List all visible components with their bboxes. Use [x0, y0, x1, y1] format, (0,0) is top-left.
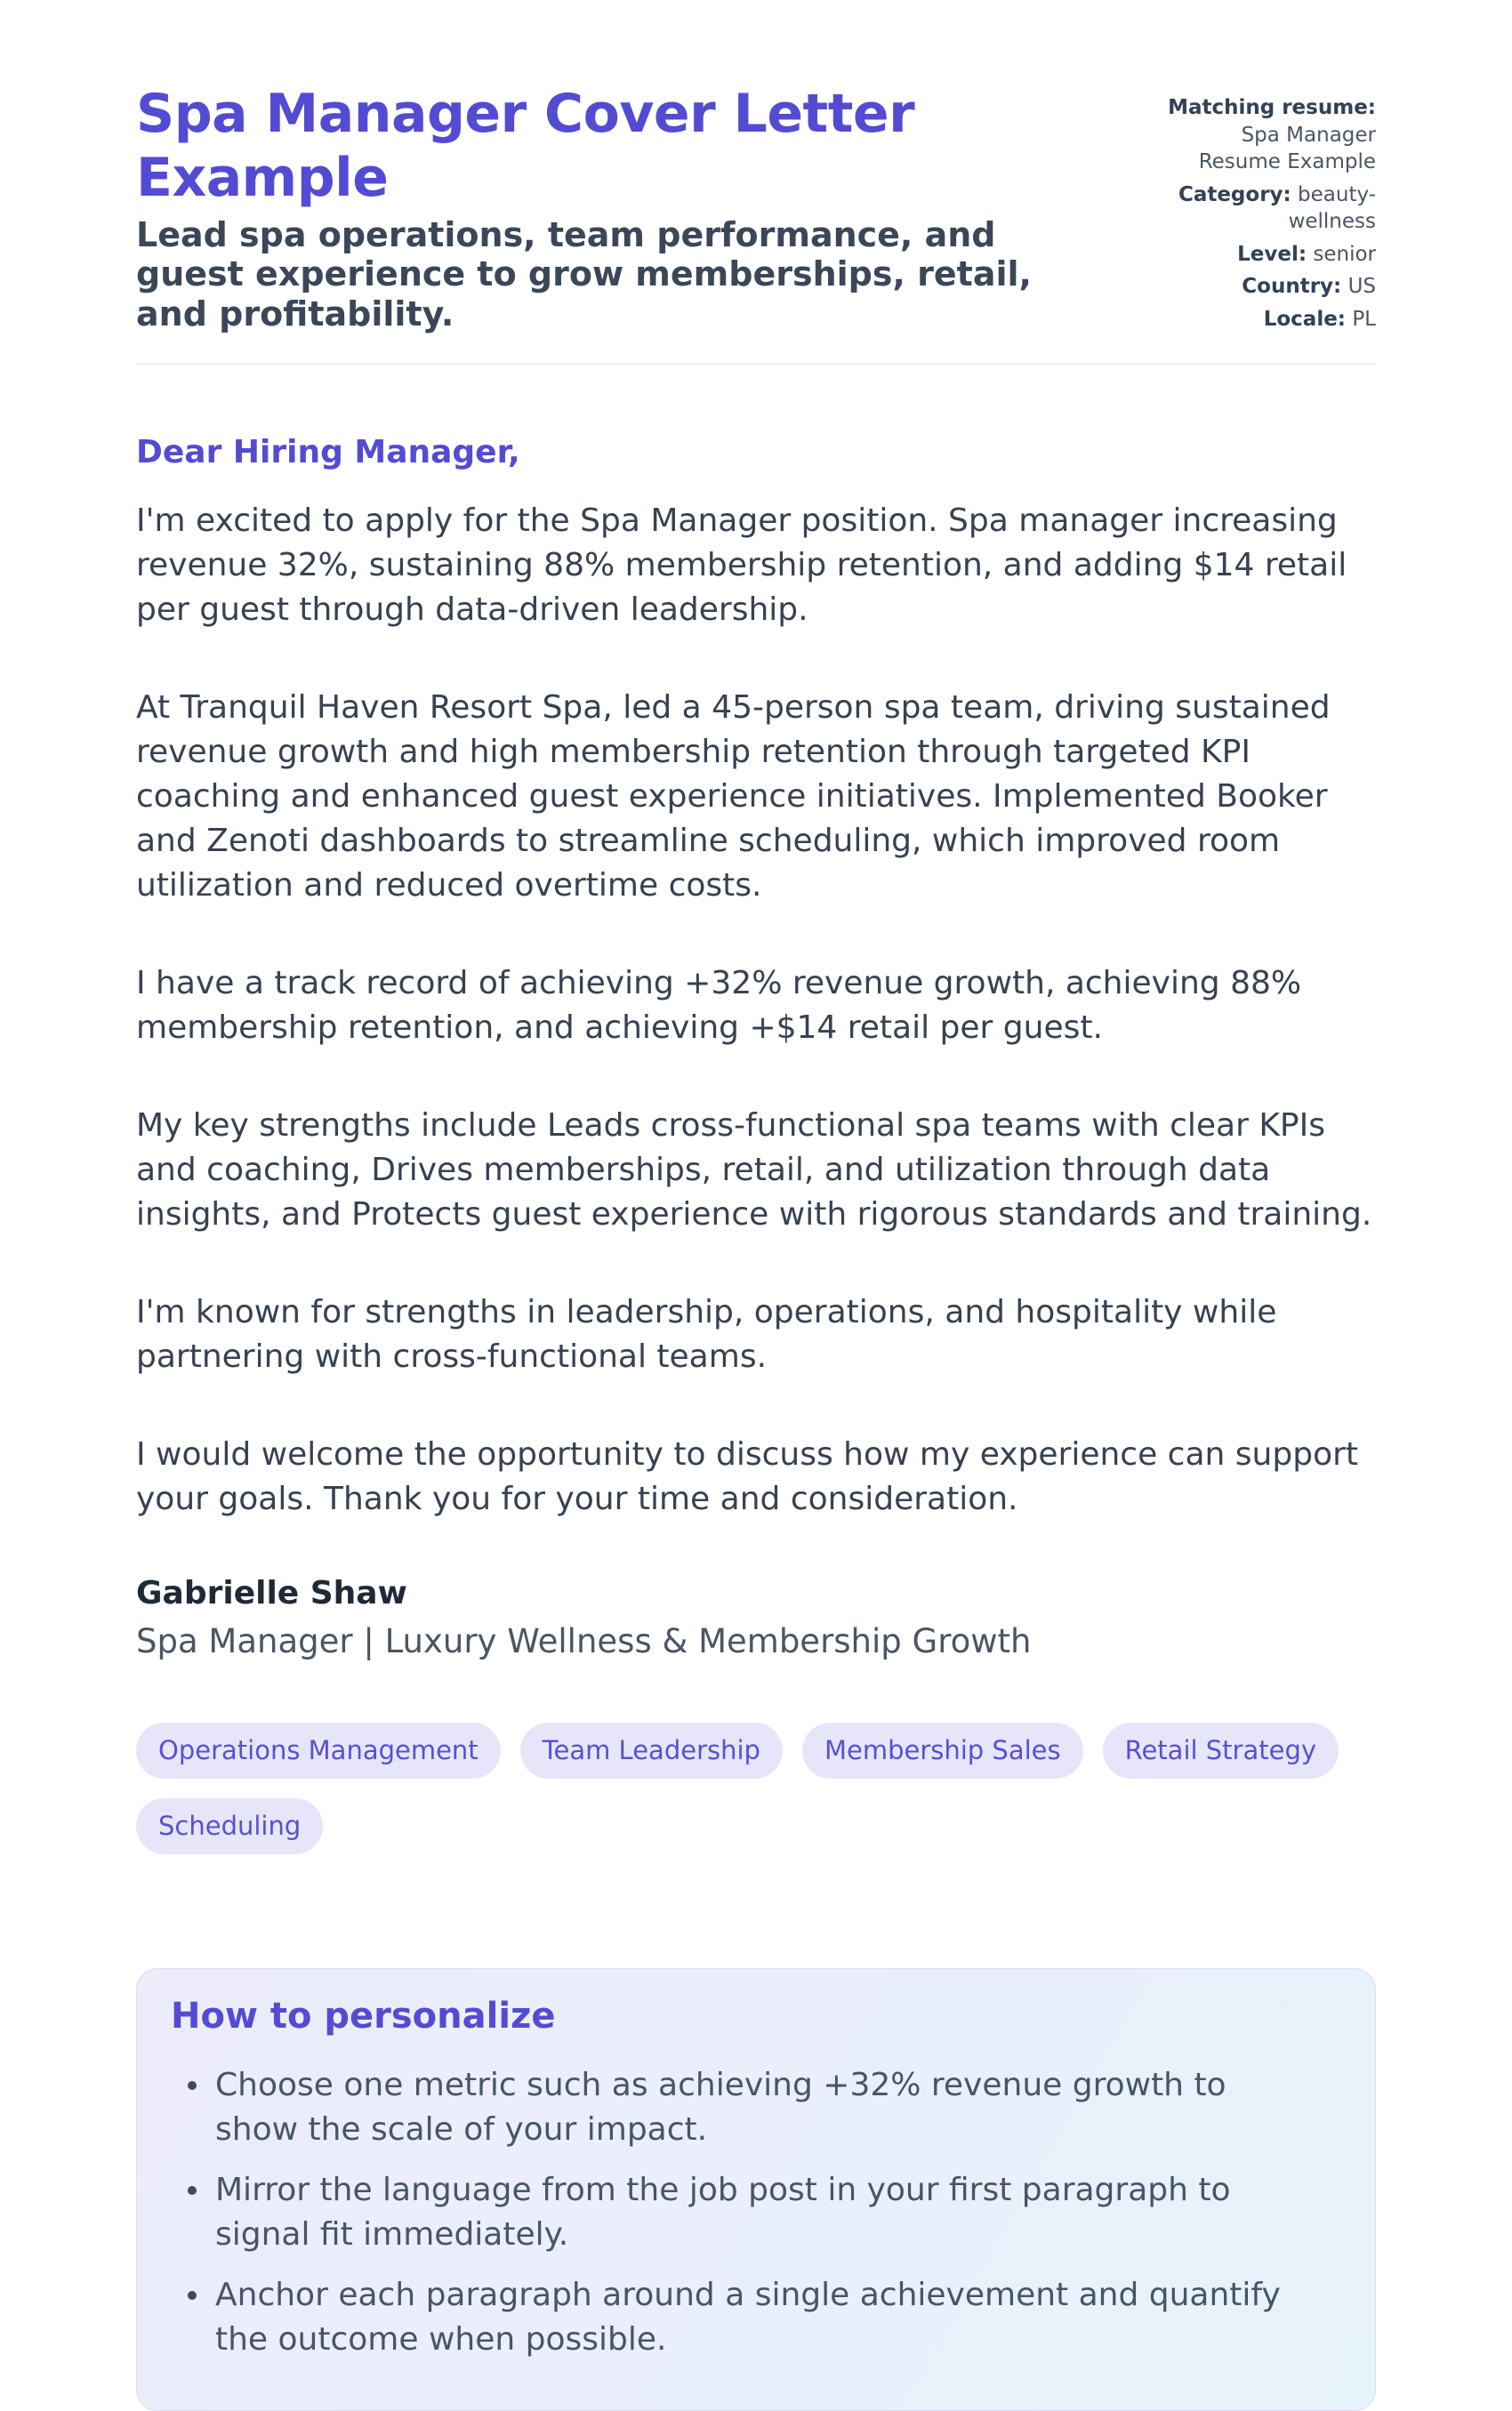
letter-body: [136, 365, 1376, 1660]
page-title: Spa Manager Cover Letter Example: [136, 83, 915, 209]
signature-block: [136, 1575, 1376, 1660]
skill-tag-team-leadership: Team Leadership: [520, 1723, 783, 1779]
skill-tag-scheduling: Scheduling: [136, 1798, 323, 1854]
letter-paragraph: I have a track record of achieving +32% revenue growth, achieving 88% membership retention, and achieving +$14 retail per guest.: [136, 964, 1302, 1046]
resume-meta: [1159, 82, 1376, 339]
letter-paragraph: I'm excited to apply for the Spa Manager position. Spa manager increasing revenue 32%, sustaining 88% membership retention, and adding $14 retail per guest through data-driven leadership.: [136, 502, 1347, 628]
meta-label: Level:: [1237, 242, 1307, 266]
meta-matching-resume: [1159, 94, 1376, 176]
meta-category: [1159, 181, 1376, 236]
skill-tag-retail-strategy: Retail Strategy: [1103, 1723, 1339, 1779]
meta-label: Country:: [1242, 275, 1342, 299]
meta-value: Spa Manager Resume Example: [1198, 123, 1376, 174]
signature-name: Gabrielle Shaw: [136, 1574, 407, 1611]
skill-tags: [136, 1723, 1376, 1854]
letter-paragraph: I would welcome the opportunity to discuss how my experience can support your goals. Thank you for your time and consideration.: [136, 1435, 1359, 1517]
header-title-block: [136, 82, 1081, 334]
tips-list: [171, 2063, 1339, 2362]
content-container: [136, 0, 1376, 2411]
page-subtitle: Lead spa operations, team performance, and guest experience to grow memberships, retail, and profitability.: [136, 215, 1032, 334]
letter-paragraph: My key strengths include Leads cross-functional spa teams with clear KPIs and coaching, Drives memberships, retail, and utilization through data insights, and Protects guest experience with rigorous standards and training.: [136, 1106, 1372, 1233]
letter-greeting: Dear Hiring Manager,: [136, 433, 520, 470]
meta-label: Category:: [1178, 182, 1291, 206]
tip-item: Mirror the language from the job post in your first paragraph to signal fit immediately.: [215, 2168, 1339, 2257]
meta-value: US: [1347, 275, 1376, 299]
tip-item: Choose one metric such as achieving +32% revenue growth to show the scale of your impact.: [215, 2063, 1339, 2152]
tip-item: Anchor each paragraph around a single achievement and quantify the outcome when possible.: [215, 2273, 1339, 2362]
meta-value: senior: [1313, 242, 1376, 266]
letter-paragraph: At Tranquil Haven Resort Spa, led a 45-person spa team, driving sustained revenue growth and high membership retention through targeted KPI coaching and enhanced guest experience initiatives. Implemented Booker and Zenoti dashboards to streamline scheduling, which improved room utilization and reduced overtime costs.: [136, 688, 1331, 904]
meta-label: Locale:: [1263, 308, 1346, 332]
skill-tag-operations-management: Operations Management: [136, 1723, 501, 1779]
meta-level: [1159, 241, 1376, 269]
meta-country: [1159, 273, 1376, 301]
header: [136, 82, 1376, 365]
tips-heading: How to personalize: [171, 1995, 556, 2037]
personalize-tips-box: [136, 1968, 1376, 2411]
meta-value: PL: [1352, 308, 1376, 332]
skill-tag-membership-sales: Membership Sales: [802, 1723, 1083, 1779]
letter-paragraph: I'm known for strengths in leadership, operations, and hospitality while partnering with cross-functional teams.: [136, 1293, 1277, 1375]
meta-label: Matching resume:: [1168, 96, 1376, 119]
meta-value: beauty-wellness: [1288, 182, 1376, 234]
meta-locale: [1159, 306, 1376, 334]
signature-role: Spa Manager | Luxury Wellness & Membership Growth: [136, 1621, 1032, 1660]
